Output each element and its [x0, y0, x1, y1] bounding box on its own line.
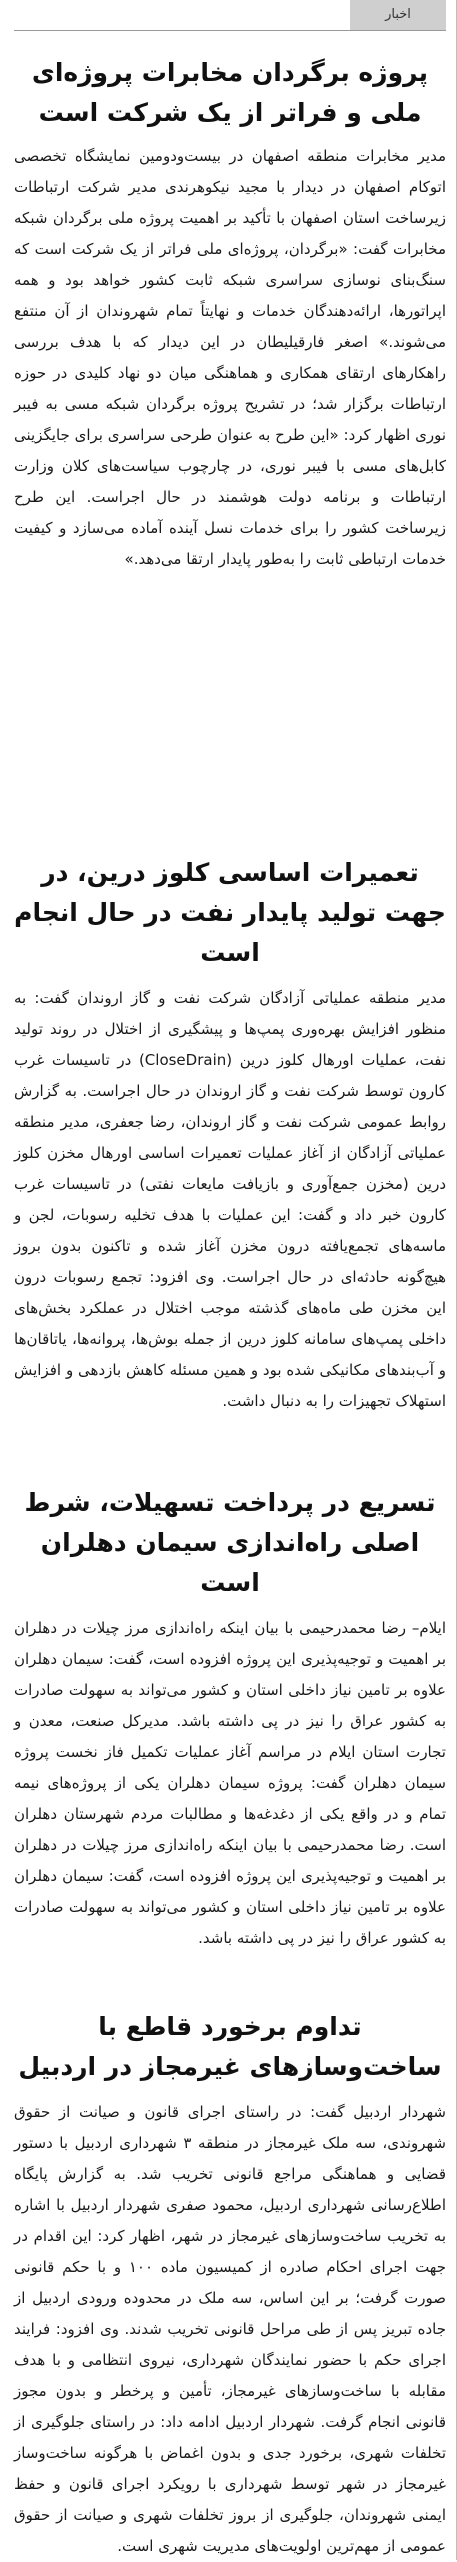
article-headline: پروژه برگردان مخابرات پروژه‌ای ملی و فراتر از یک شرکت است — [31, 58, 429, 127]
article-headline: تعمیرات اساسی کلوز درین، در جهت تولید پایدار نفت در حال انجام است — [14, 858, 446, 967]
article-headline: تداوم برخورد قاطع با ساخت‌وسازهای غیرمجاز در اردبیل — [18, 2012, 442, 2081]
article-headline: تسریع در پرداخت تسهیلات، شرط اصلی راه‌اندازی سیمان دهلران است — [24, 1488, 436, 1597]
news-article — [14, 1483, 446, 1973]
news-article — [14, 853, 446, 1451]
article-body: مدیر منطقه عملیاتی آزادگان شرکت نفت و گاز اروندان گفت: به منظور افزایش بهره‌وری پمپ‌ها و پیشگیری از اختلال در روند تولید نفت، عملیات اورهال کلوز درین (CloseDrain) در تاسیسات غرب کارون توسط شرکت نفت و گاز اروندان در حال اجراست. به گزارش روابط عمومی شرکت نفت و گاز اروندان، رضا جعفری، مدیر منطقه عملیاتی آزادگان از آغاز عملیات تعمیرات اساسی اورهال مخزن کلوز درین (مخزن جمع‌آوری و بازیافت مایعات نفتی) در تاسیسات غرب کارون خبر داد و گفت: این عملیات با هدف تخلیه رسوبات، لجن و ماسه‌های تجمع‌یافته درون مخزن آغاز شده و تاکنون بدون بروز هیچ‌گونه حادثه‌ای در حال اجراست. وی افزود: تجمع رسوبات درون این مخزن طی ماه‌های گذشته موجب اختلال در عملکرد بخش‌های داخلی پمپ‌های سامانه کلوز درین از جمله بوش‌ها، پروانه‌ها، یاتاقان‌ها و آب‌بندهای مکانیکی شده بود و همین مسئله کاهش بازدهی و افزایش استهلاک تجهیزات را به دنبال داشت. — [14, 989, 446, 1410]
article-body: شهردار اردبیل گفت: در راستای اجرای قانون و صیانت از حقوق شهروندی، سه ملک غیرمجاز در منطقه ۳ شهرداری اردبیل با دستور قضایی و هماهنگی مراجع قانونی تخریب شد. به گزارش پایگاه اطلاع‌رسانی شهرداری اردبیل، محمود صفری شهردار اردبیل با اشاره به تخریب ساخت‌وسازهای غیرمجاز در شهر، اظهار کرد: این اقدام در جهت اجرای احکام صادره از کمیسیون ماده ۱۰۰ و با حکم قانونی صورت گرفت؛ بر این اساس، سه ملک در محدوده ورودی اردبیل از جاده تبریز پس از طی مراحل قانونی تخریب شدند. وی افزود: فرایند اجرای حکم با حضور نمایندگان شهرداری، نیروی انتظامی و با هدف مقابله با ساخت‌وسازهای غیرمجاز، تأمین و پرخطر و بدون مجوز قانونی انجام گرفت. شهردار اردبیل ادامه داد: در راستای جلوگیری از تخلفات شهری، برخورد جدی و بدون اغماض با هرگونه ساخت‌وساز غیرمجاز در شهر توسط شهرداری با رویکرد اجرای قانون و حفظ ایمنی شهروندان، جلوگیری از بروز تخلفات شهری و صیانت از حقوق عمومی از مهم‌ترین اولویت‌های مدیریت شهری است. — [14, 2103, 446, 2555]
news-article — [14, 2007, 446, 2555]
article-body: ایلام– رضا محمدرحیمی با بیان اینکه راه‌اندازی مرز چیلات در دهلران بر اهمیت و توجیه‌پذیری این پروژه افزوده است، گفت: سیمان دهلران علاوه بر تامین نیاز داخلی استان و کشور می‌تواند به سهولت صادرات به کشور عراق را نیز در پی داشته باشد. مدیرکل صنعت، معدن و تجارت استان ایلام در مراسم آغاز عملیات تکمیل فاز نخست پروژه سیمان دهلران گفت: پروژه سیمان دهلران یکی از پروژه‌های نیمه تمام و در واقع یکی از دغدغه‌ها و مطالبات مردم شهرستان دهلران است. رضا محمدرحیمی با بیان اینکه راه‌اندازی مرز چیلات در دهلران بر اهمیت و توجیه‌پذیری این پروژه افزوده است، گفت: سیمان دهلران علاوه بر تامین نیاز داخلی استان و کشور می‌تواند به سهولت صادرات به کشور عراق را نیز در پی داشته باشد. — [14, 1619, 446, 1947]
article-body: مدیر مخابرات منطقه اصفهان در بیست‌ودومین نمایشگاه تخصصی اتوکام اصفهان در دیدار با مجید نیکوهرندی مدیر شرکت ارتباطات زیرساخت استان اصفهان با تأکید بر اهمیت پروژه ملی برگردان شبکه مخابرات گفت: «برگردان، پروژه‌ای ملی فراتر از یک شرکت است که سنگ‌بنای نوسازی سراسری شبکه ثابت کشور خواهد بود و همه اپراتورها، ارائه‌دهندگان خدمات و نهایتاً تمام شهروندان از آن منتفع می‌شوند.» اصغر فارقیلیطان در این دیدار که با هدف بررسی راهکارهای ارتقای همکاری و هماهنگی میان دو نهاد کلیدی در حوزه ارتباطات برگزار شد؛ در تشریح پروژه برگردان شبکه مسی به فیبر نوری اظهار کرد: «این طرح به عنوان طرحی سراسری برای جایگزینی کابل‌های مسی با فیبر نوری، در چارچوب سیاست‌های کلان وزارت ارتباطات و برنامه دولت هوشمند در حال اجراست. این طرح زیرساخت کشور را برای خدمات نسل آینده آماده می‌سازد و کیفیت خدمات ارتباطی ثابت را به‌طور پایدار ارتقا می‌دهد.» — [14, 147, 446, 568]
section-header — [14, 0, 446, 31]
section-label: اخبار — [350, 0, 446, 30]
news-article — [14, 53, 446, 823]
